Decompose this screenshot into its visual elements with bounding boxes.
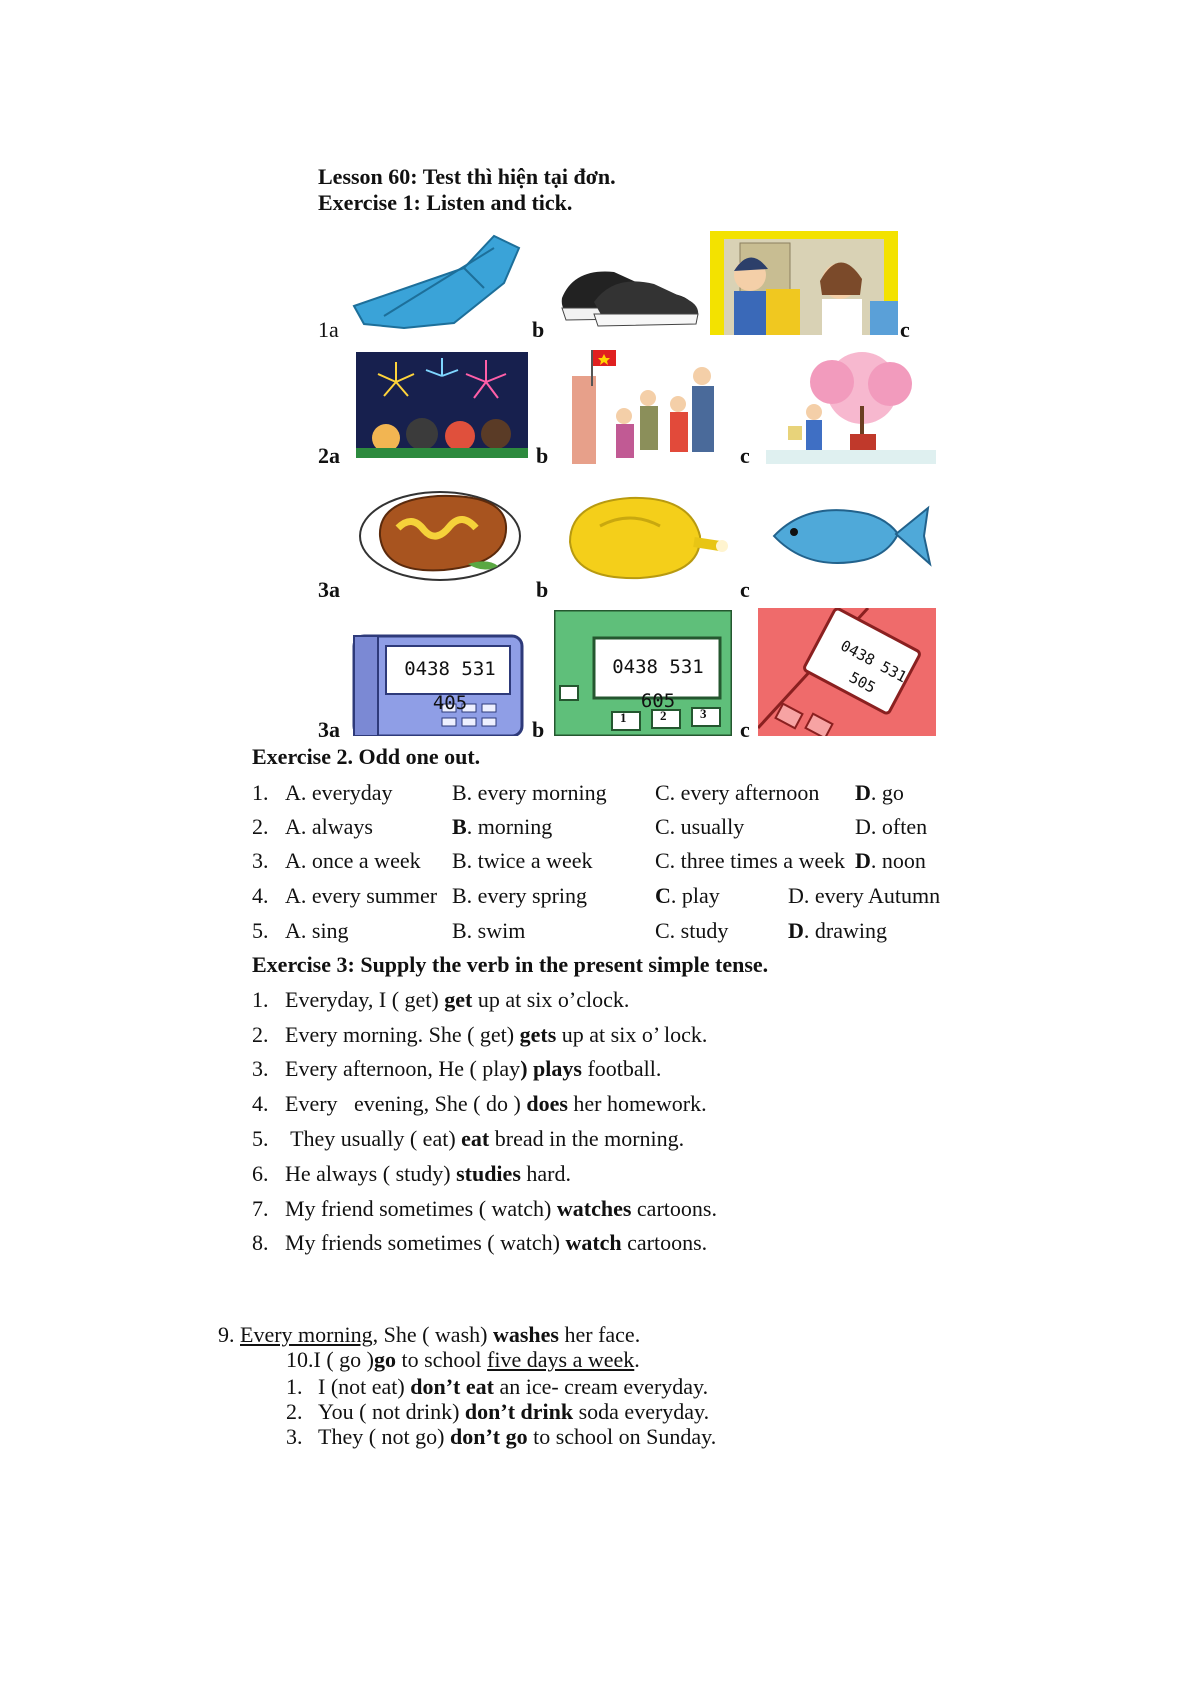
ex3-rest: hard. [520,1161,571,1186]
ex1-label-1b: b [532,317,545,342]
ex1-label-3b: b [536,577,549,602]
exercise-2-title: Exercise 2. Odd one out. [252,744,481,769]
key-3: 3 [700,706,707,721]
roast-chicken-icon [560,486,732,584]
ex1-label-4c: c [740,717,750,742]
ex2-option-b: B. every spring [452,883,588,908]
ex2-option-c [655,883,720,909]
ex2-option-a: A. sing [285,918,349,943]
ex2-option-d [855,780,904,806]
ex2-answer-letter: B [452,814,467,839]
ex3-answer: gets [519,1022,557,1047]
ex3-num: 4. [252,1091,269,1116]
peach-blossom-scene [766,346,936,464]
ex3-num: 6. [252,1161,269,1186]
desk-phone-picture [352,634,524,736]
ex3-rest: bread in the morning. [489,1126,685,1151]
ex2-option-b [452,814,552,840]
ex3-underlined: Every morning [240,1322,373,1347]
ex3-answer: eat [461,1126,490,1151]
ex2-option-a: A. every summer [285,883,438,908]
ex3-underlined: five days a week [487,1347,635,1372]
ex3-item-5 [285,1126,684,1152]
family-visit-scene [564,346,722,464]
mobile-phone-number: 0438 531 505 [837,636,910,697]
calculator-phone-picture [554,610,732,736]
neg-num: 2. [286,1399,303,1424]
ex3-rest: up at six o’clock. [472,987,630,1012]
ex2-answer-letter: C [655,883,671,908]
ex2-num: 4. [252,883,269,908]
ex3-rest: her face. [558,1322,641,1347]
peach-blossom-picture [766,346,936,464]
mobile-phone-picture [758,608,936,736]
ex3-rest: her homework. [567,1091,707,1116]
ex2-option-a: A. always [285,814,373,839]
sneakers-icon [554,258,704,330]
ex3-num: 1. [252,987,269,1012]
neg-item-1 [318,1374,708,1400]
ex2-option-d: D. every Autumn [788,883,941,908]
key-2: 2 [660,708,667,723]
lesson-title: Lesson 60: Test thì hiện tại đơn. [318,164,616,189]
ex3-answer: watches [556,1196,632,1221]
ex3-answer: go [373,1347,396,1372]
ex2-answer-text: . noon [870,848,926,873]
neg-prompt: I (not eat) [318,1374,411,1399]
ex3-rest: cartoons. [631,1196,717,1221]
ex2-num: 2. [252,814,269,839]
fish-picture [768,494,934,580]
ex3-rest: cartoons. [621,1230,708,1255]
ex3-answer: ) plays [520,1056,582,1081]
ex3-answer: does [526,1091,568,1116]
ex1-label-3c: c [740,577,750,602]
ex3-item-9 [218,1322,640,1348]
neg-num: 1. [286,1374,303,1399]
desk-phone-number: 0438 531 405 [404,658,496,714]
ex3-num: 7. [252,1196,269,1221]
neg-num: 3. [286,1424,303,1449]
exercise-3-title: Exercise 3: Supply the verb in the present simple tense. [252,952,769,977]
clothes-shopping-picture [710,231,898,335]
ex1-label-4a: 3a [318,717,340,742]
ex2-answer-letter: D [855,848,871,873]
ex2-num: 5. [252,918,269,943]
ex3-item-7 [285,1196,717,1222]
ex2-answer-text: . go [870,780,904,805]
steak-picture [358,484,524,584]
ex2-option-b: B. twice a week [452,848,593,873]
ex3-prompt: , She ( wash) [372,1322,493,1347]
ex3-item-1 [285,987,629,1013]
ex3-prompt: They usually ( eat) [285,1126,462,1151]
ex3-rest: up at six o’ lock. [556,1022,708,1047]
neg-item-3 [318,1424,716,1450]
ex3-num: 2. [252,1022,269,1047]
ex3-item-2 [285,1022,707,1048]
neg-rest: soda everyday. [573,1399,710,1424]
ex3-prompt: My friends sometimes ( watch) [285,1230,566,1255]
neg-rest: an ice- cream everyday. [493,1374,709,1399]
ex3-num: 3. [252,1056,269,1081]
ex2-option-a: A. everyday [285,780,393,805]
fireworks-scene [356,352,528,458]
jeans-picture [344,228,534,336]
ex3-num: 5. [252,1126,269,1151]
ex3-item-8 [285,1230,707,1256]
ex3-prompt: Every morning. She ( get) [285,1022,520,1047]
ex2-option-c: C. three times a week [655,848,845,873]
ex2-num: 3. [252,848,269,873]
neg-answer: don’t drink [464,1399,574,1424]
ex1-label-3a: 3a [318,577,340,602]
ex3-rest: to school [395,1347,488,1372]
sneakers-picture [554,258,704,330]
ex2-option-d: D. often [855,814,928,839]
ex3-item-6 [285,1161,571,1187]
roast-chicken-picture [560,486,732,584]
ex2-num: 1. [252,780,269,805]
shopping-clothes-scene [710,231,898,335]
ex3-rest: . [634,1347,640,1372]
fireworks-picture [356,352,528,458]
ex3-prompt: Everyday, I ( get) [285,987,445,1012]
ex2-option-a: A. once a week [285,848,421,873]
jeans-icon [344,228,534,336]
neg-rest: to school on Sunday. [527,1424,717,1449]
neg-prompt: They ( not go) [318,1424,450,1449]
ex2-answer-letter: D [855,780,871,805]
ex2-answer-text: . morning [466,814,553,839]
exercise-1-title: Exercise 1: Listen and tick. [318,190,573,215]
ex2-option-d [855,848,926,874]
ex3-prompt: Every afternoon, He ( play [285,1056,521,1081]
ex1-label-1a: 1a [318,317,339,342]
ex3-num: 8. [252,1230,269,1255]
fish-icon [768,494,934,580]
neg-item-2 [318,1399,709,1425]
ex3-prompt: Every evening, She ( do ) [285,1091,527,1116]
ex2-option-c: C. study [655,918,729,943]
ex2-option-c: C. usually [655,814,745,839]
ex2-option-d [788,918,887,944]
ex1-label-2c: c [740,443,750,468]
neg-answer: don’t go [449,1424,528,1449]
ex2-answer-text: . play [670,883,720,908]
ex3-prompt: He always ( study) [285,1161,457,1186]
ex3-item-3 [285,1056,661,1082]
ex3-prompt: My friend sometimes ( watch) [285,1196,557,1221]
calculator-phone-number: 0438 531 605 [612,656,704,712]
ex3-answer: washes [492,1322,559,1347]
ex1-label-4b: b [532,717,545,742]
ex3-answer: get [444,987,473,1012]
family-visit-picture [564,346,722,464]
ex2-option-b: B. swim [452,918,526,943]
ex2-option-c: C. every afternoon [655,780,820,805]
ex3-item-4 [285,1091,707,1117]
ex3-answer: watch [565,1230,622,1255]
ex1-label-1c: c [900,317,910,342]
ex2-answer-text: . drawing [803,918,887,943]
neg-prompt: You ( not drink) [318,1399,465,1424]
neg-answer: don’t eat [410,1374,494,1399]
ex1-label-2a: 2a [318,443,340,468]
ex2-answer-letter: D [788,918,804,943]
ex2-option-b: B. every morning [452,780,607,805]
steak-icon [358,484,524,584]
ex3-item-10 [286,1347,640,1373]
ex3-rest: football. [581,1056,662,1081]
ex3-answer: studies [456,1161,521,1186]
ex3-num: 9. [218,1322,240,1347]
key-1: 1 [620,710,627,725]
ex3-prompt: 10.I ( go ) [286,1347,374,1372]
ex1-label-2b: b [536,443,549,468]
